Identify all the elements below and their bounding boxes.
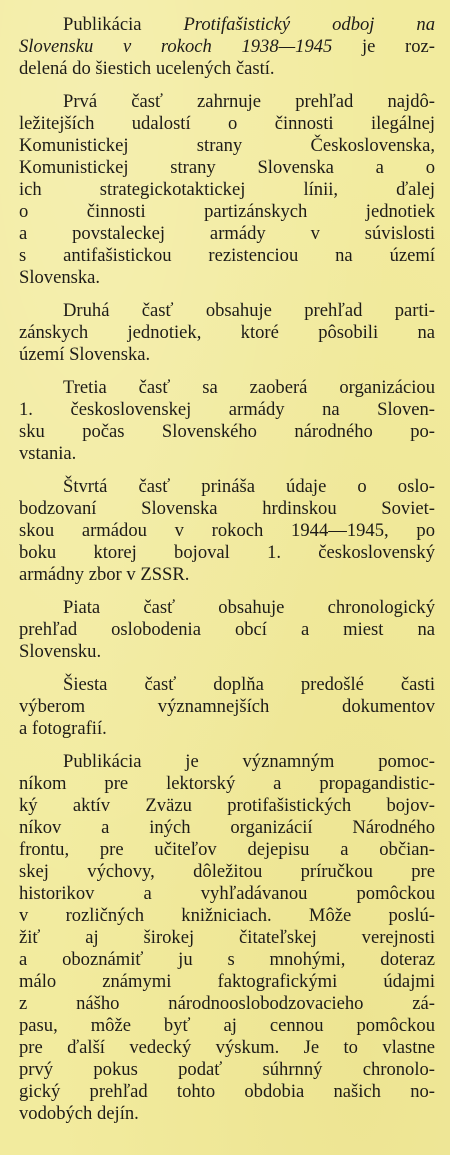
text-run: prehľad oslobodenia obcí a miest na xyxy=(19,619,435,640)
text-line xyxy=(19,377,435,399)
text-run: Prvá časť zahrnuje prehľad najdô- xyxy=(63,91,435,112)
text-line xyxy=(19,113,435,135)
text-line xyxy=(19,993,435,1015)
text-line xyxy=(19,498,435,520)
text-line xyxy=(19,300,435,322)
text-run: výberom významnejších dokumentov xyxy=(19,696,435,717)
text-run: z nášho národnooslobodzovacieho zá- xyxy=(19,993,435,1014)
text-line xyxy=(19,861,435,883)
text-run: Druhá časť obsahuje prehľad parti- xyxy=(63,300,435,321)
text-run: prvý pokus podať súhrnný chronolo- xyxy=(19,1059,435,1080)
text-run: Publikácia je významným pomoc- xyxy=(63,751,435,772)
text-run: a fotografií. xyxy=(19,718,107,739)
text-run: o činnosti partizánskych jednotiek xyxy=(19,201,435,222)
text-run: a oboznámiť ju s mnohými, doteraz xyxy=(19,949,435,970)
text-line xyxy=(19,542,435,564)
text-run: frontu, pre učiteľov dejepisu a občian- xyxy=(19,839,435,860)
text-run: Tretia časť sa zaoberá organizáciou xyxy=(63,377,435,398)
text-run: bodzovaní Slovenska hrdinskou Soviet- xyxy=(19,498,435,519)
text-line xyxy=(19,421,435,443)
text-line xyxy=(19,773,435,795)
text-run: Publikácia xyxy=(63,14,184,35)
text-line xyxy=(19,36,435,58)
text-run: žiť aj širokej čitateľskej verejnosti xyxy=(19,927,435,948)
text-run: sku počas Slovenského národného po- xyxy=(19,421,435,442)
text-line xyxy=(19,927,435,949)
text-line xyxy=(19,1081,435,1103)
text-line xyxy=(19,344,435,366)
italic-text-run: Slovensku v rokoch 1938—1945 xyxy=(19,36,333,57)
text-run: Slovensku. xyxy=(19,641,102,662)
text-run: Piata časť obsahuje chronologický xyxy=(63,597,435,618)
text-run: delená do šiestich ucelených častí. xyxy=(19,58,275,79)
text-line xyxy=(19,223,435,245)
text-run: vstania. xyxy=(19,443,77,464)
text-line xyxy=(19,179,435,201)
text-run: pre ďalší vedecký výskum. Je to vlastne xyxy=(19,1037,435,1058)
text-line xyxy=(19,1103,435,1125)
text-line xyxy=(19,971,435,993)
text-line xyxy=(19,949,435,971)
paragraph-2 xyxy=(19,91,435,289)
text-run: Šiesta časť doplňa predošlé časti xyxy=(63,674,435,695)
text-run: boku ktorej bojoval 1. československý xyxy=(19,542,435,563)
text-line xyxy=(19,201,435,223)
text-run: málo známymi faktografickými údajmi xyxy=(19,971,435,992)
paragraph-5 xyxy=(19,476,435,586)
text-line xyxy=(19,597,435,619)
text-run: Slovenska. xyxy=(19,267,101,288)
paragraph-1 xyxy=(19,14,435,80)
text-line xyxy=(19,443,435,465)
text-line xyxy=(19,839,435,861)
text-line xyxy=(19,399,435,421)
text-line xyxy=(19,1037,435,1059)
paragraph-6 xyxy=(19,597,435,663)
text-line xyxy=(19,14,435,36)
text-line xyxy=(19,641,435,663)
text-line xyxy=(19,1059,435,1081)
text-line xyxy=(19,817,435,839)
paragraph-7 xyxy=(19,674,435,740)
text-run: Komunistickej strany Slovenska a o xyxy=(19,157,435,178)
italic-text-run: Protifašistický odboj na xyxy=(183,14,435,35)
text-run: 1. československej armády na Sloven- xyxy=(19,399,435,420)
text-run: s antifašistickou rezistenciou na území xyxy=(19,245,435,266)
paragraph-4 xyxy=(19,377,435,465)
text-run: ký aktív Zväzu protifašistických bojov- xyxy=(19,795,435,816)
text-run: a povstaleckej armády v súvislosti xyxy=(19,223,435,244)
text-line xyxy=(19,135,435,157)
paragraph-3 xyxy=(19,300,435,366)
text-run: Komunistickej strany Československa, xyxy=(19,135,435,156)
text-run: armádny zbor v ZSSR. xyxy=(19,564,190,585)
text-run: skou armádou v rokoch 1944—1945, po xyxy=(19,520,435,541)
text-run: pasu, môže byť aj cennou pomôckou xyxy=(19,1015,435,1036)
text-run: je roz- xyxy=(332,36,435,57)
text-line xyxy=(19,795,435,817)
text-run: vodobých dejín. xyxy=(19,1103,139,1124)
text-line xyxy=(19,520,435,542)
text-line xyxy=(19,883,435,905)
text-run: níkov a iných organizácií Národného xyxy=(19,817,435,838)
text-run: Štvrtá časť prináša údaje o oslo- xyxy=(63,476,435,497)
text-line xyxy=(19,476,435,498)
text-run: skej výchovy, dôležitou príručkou pre xyxy=(19,861,435,882)
text-line xyxy=(19,905,435,927)
text-run: ich strategickotaktickej línii, ďalej xyxy=(19,179,435,200)
text-line xyxy=(19,619,435,641)
text-run: ležitejších udalostí o činnosti ilegálnej xyxy=(19,113,435,134)
text-run: gický prehľad tohto obdobia našich no- xyxy=(19,1081,435,1102)
text-run: v rozličných knižniciach. Môže poslú- xyxy=(19,905,435,926)
text-run: níkom pre lektorský a propagandistic- xyxy=(19,773,435,794)
paragraph-8 xyxy=(19,751,435,1125)
text-run: zánskych jednotiek, ktoré pôsobili na xyxy=(19,322,435,343)
text-run: území Slovenska. xyxy=(19,344,151,365)
text-line xyxy=(19,751,435,773)
text-line xyxy=(19,245,435,267)
text-line xyxy=(19,157,435,179)
text-line xyxy=(19,564,435,586)
text-line xyxy=(19,322,435,344)
text-line xyxy=(19,91,435,113)
text-run: historikov a vyhľadávanou pomôckou xyxy=(19,883,435,904)
text-line xyxy=(19,58,435,80)
text-body xyxy=(19,14,435,1125)
text-line xyxy=(19,696,435,718)
text-line xyxy=(19,267,435,289)
text-line xyxy=(19,718,435,740)
text-line xyxy=(19,1015,435,1037)
text-line xyxy=(19,674,435,696)
